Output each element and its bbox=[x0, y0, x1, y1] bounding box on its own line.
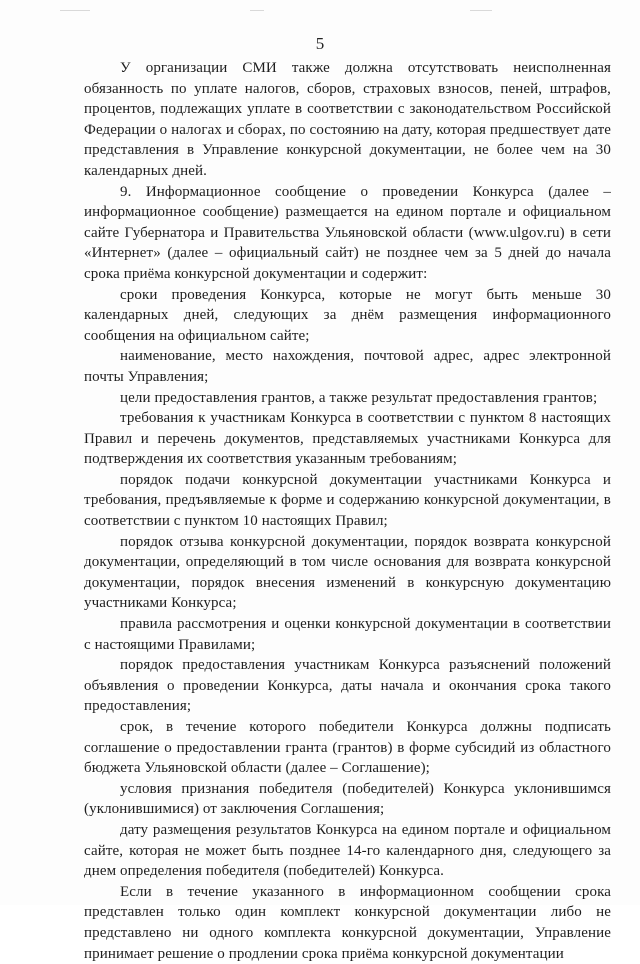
paragraph-withdrawal-procedure: порядок отзыва конкурсной документации, порядок возврата конкурсной документации, определяющий в том числе основания для возврата конкурсной документации, порядок внесения изменений в конкурсную документацию участниками Конкурса; bbox=[84, 533, 611, 612]
paragraph-info-message: 9. Информационное сообщение о проведении Конкурса (далее – информационное сообщение) размещается на едином портале и официальном сайте Губернатора и Правительства Ульяновской области (www.ulgov.ru) в сети «Интернет» (далее – официальный сайт) не позднее чем за 5 дней до начала срока приёма конкурсной документации и содержит: bbox=[84, 183, 611, 282]
paragraph-contest-terms: сроки проведения Конкурса, которые не могут быть меньше 30 календарных дней, следующих за днём размещения информационного сообщения на официальном сайте; bbox=[84, 286, 611, 344]
scan-artifact bbox=[470, 10, 492, 11]
paragraph-submission-procedure: порядок подачи конкурсной документации участниками Конкурса и требования, предъявляемые к форме и содержанию конкурсной документации, в соответствии с пунктом 10 настоящих Правил; bbox=[84, 471, 611, 530]
paragraph-media-tax-obligation: У организации СМИ также должна отсутствовать неисполненная обязанность по уплате налогов, сборов, страховых взносов, пеней, штрафов, процентов, подлежащих уплате в соответствии с законодательством Российской Федерации о налогах и сборах, по состоянию на дату, которая предшествует дате представления в Управление конкурсной документации, не более чем на 30 календарных дней. bbox=[84, 60, 611, 179]
paragraph-grant-goals: цели предоставления грантов, а также результат предоставления грантов; bbox=[120, 389, 598, 406]
paragraph-agreement-deadline: срок, в течение которого победители Конкурса должны подписать соглашение о предоставлении гранта (грантов) в форме субсидий из областного бюджета Ульяновской области (далее – Соглашение); bbox=[84, 719, 611, 777]
paragraph-results-date: дату размещения результатов Конкурса на едином портале и официальном сайте, которая не может быть позднее 14-го календарного дня, следующего за днем определения победителя (победителей) Конкурса. bbox=[84, 821, 611, 880]
paragraph-clarifications: порядок предоставления участникам Конкурса разъяснений положений объявления о проведении Конкурса, даты начала и окончания срока такого предоставления; bbox=[84, 657, 611, 715]
paragraph-evaluation-rules: правила рассмотрения и оценки конкурсной документации в соответствии с настоящими Правилами; bbox=[84, 616, 611, 653]
page-number: 5 bbox=[315, 34, 325, 53]
paragraph-department-address: наименование, место нахождения, почтовой адрес, адрес электронной почты Управления; bbox=[84, 348, 611, 385]
document-body bbox=[84, 58, 611, 964]
paragraph-evasion-conditions: условия признания победителя (победителей) Конкурса уклонившимся (уклонившимися) от заключения Соглашения; bbox=[84, 780, 611, 818]
scan-artifact bbox=[250, 10, 264, 11]
paragraph-deadline-extension: Если в течение указанного в информационном сообщении срока представлен только один комплект конкурсной документации либо не представлено ни одного комплекта конкурсной документации, Управление принимает решение о продлении срока приёма конкурсной документации bbox=[84, 883, 611, 962]
paragraph-participant-requirements: требования к участникам Конкурса в соответствии с пунктом 8 настоящих Правил и перечень документов, представляемых участниками Конкурса для подтверждения их соответствия указанным требованиям; bbox=[84, 410, 611, 468]
scan-artifact bbox=[60, 10, 90, 11]
